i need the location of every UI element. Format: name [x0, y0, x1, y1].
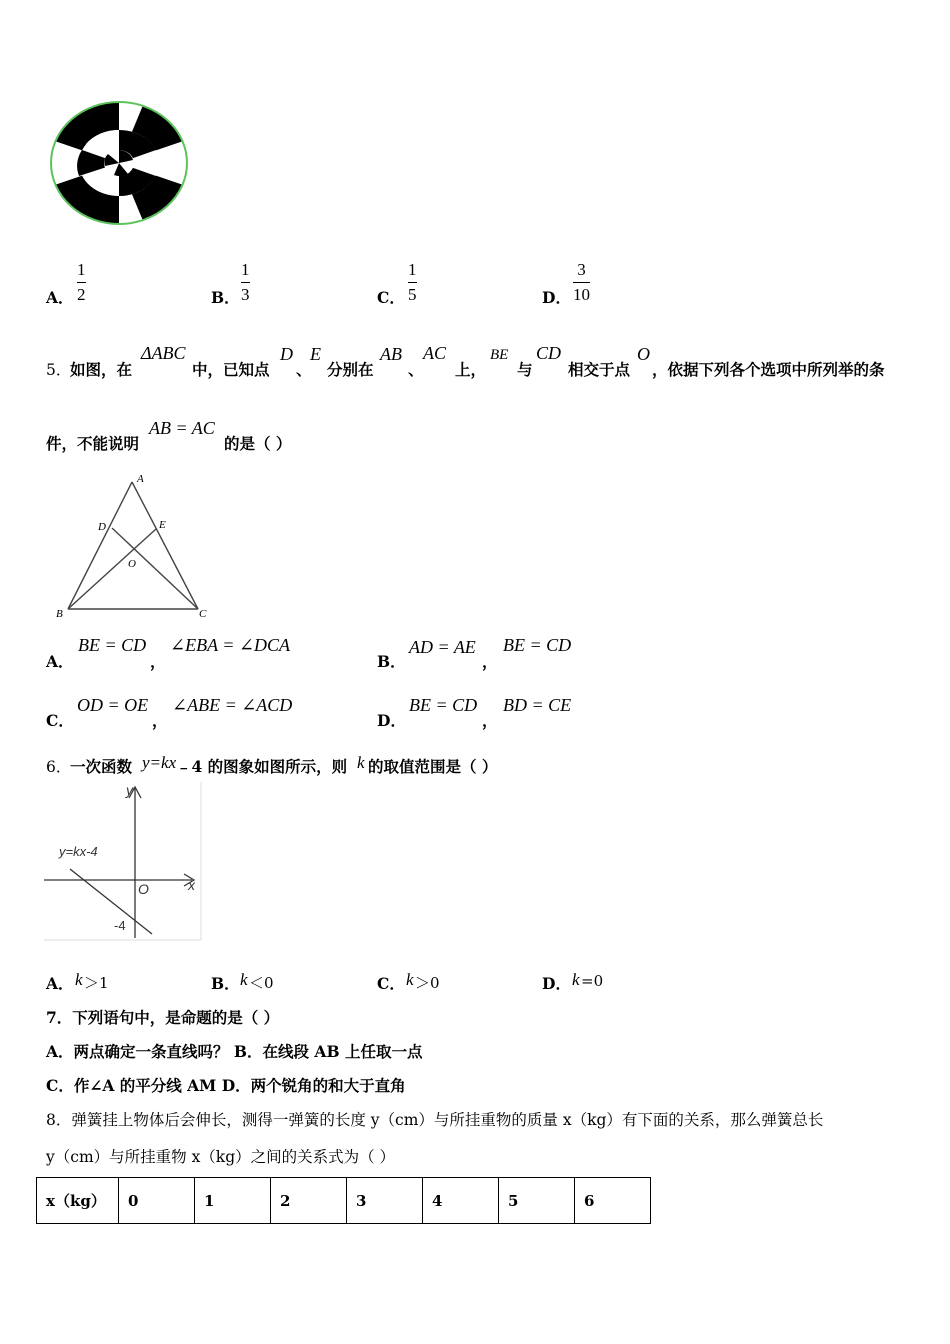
linear-function-graph [44, 782, 204, 942]
q8-stem-line-1: 8．弹簧挂上物体后会伸长，测得一弹簧的长度 y（cm）与所挂重物的质量 x（kg）有下面的关系，那么弹簧总长 [46, 1111, 824, 1129]
q5-option-a-cond2: ∠EBA = ∠DCA [170, 635, 290, 655]
y-intercept-label: -4 [114, 918, 126, 933]
table-cell: 4 [423, 1178, 499, 1224]
q5-option-c-comma: ， [152, 711, 168, 730]
y-axis-label: y [126, 782, 133, 798]
q6-math-function: y=kx [142, 753, 177, 772]
table-cell: 3 [347, 1178, 423, 1224]
table-cell: 1 [195, 1178, 271, 1224]
spring-data-table [36, 1177, 651, 1224]
q5-option-d-comma: ， [482, 711, 498, 730]
q5-math-cd: CD [536, 343, 562, 363]
q5-option-c-cond1: OD = OE [77, 695, 149, 715]
q5-math-triangle: ΔABC [141, 343, 186, 363]
q6-option-b-letter: B． [211, 974, 240, 993]
q5-text-6: 相交于点 [568, 360, 631, 379]
table-cell: 0 [119, 1178, 195, 1224]
q5-text-4: 上， [455, 360, 487, 379]
q6-option-b-relation: ＜0 [249, 974, 274, 992]
table-cell: 5 [499, 1178, 575, 1224]
q5-text-5: 与 [517, 360, 533, 379]
q4-option-d-fraction: 3 10 [573, 260, 590, 304]
q4-option-b-fraction: 1 3 [241, 260, 250, 304]
q6-option-d-k: k [572, 970, 580, 989]
q5-sep-1: 、 [296, 360, 312, 379]
q6-option-b-k: k [240, 970, 248, 989]
q5-math-ab: AB [380, 344, 402, 364]
q5-text-1: 如图，在 [70, 360, 133, 379]
vertex-a-label: A [137, 473, 144, 485]
q7-options-line-1: A．两点确定一条直线吗？ B．在线段 AB 上任取一点 [46, 1042, 423, 1061]
q4-option-a-fraction: 1 2 [77, 260, 86, 304]
q5-math-e: E [310, 344, 321, 364]
q5-option-b-cond2: BE = CD [503, 635, 572, 655]
q5-option-b-comma: ， [482, 652, 498, 671]
q6-option-a-k: k [75, 970, 83, 989]
q4-option-c-fraction: 1 5 [408, 260, 417, 304]
q6-option-c-letter: C． [377, 974, 405, 993]
q5-option-c-letter: C． [46, 711, 74, 730]
table-cell: 2 [271, 1178, 347, 1224]
triangle-figure [52, 470, 220, 622]
target-disc-figure [46, 98, 192, 228]
q7-options-line-2: C．作∠A 的平分线 AM D．两个锐角的和大于直角 [46, 1076, 406, 1095]
q4-option-c-letter: C． [377, 288, 405, 307]
q5-option-c-cond2: ∠ABE = ∠ACD [172, 695, 293, 715]
table-row [37, 1178, 651, 1224]
q6-number: 6． [46, 758, 72, 776]
q6-text-2: ﹣4 的图象如图所示，则 [176, 757, 348, 776]
q5-option-a-letter: A． [46, 652, 74, 671]
q5-math-ac: AC [423, 343, 447, 363]
q5-option-b-letter: B． [377, 652, 406, 671]
vertex-b-label: B [56, 608, 63, 620]
point-e-label: E [159, 519, 166, 531]
q5-option-d-cond1: BE = CD [409, 695, 478, 715]
origin-label: O [138, 881, 149, 897]
q5-text-9: 的是（ ） [224, 434, 292, 453]
q5-option-d-cond2: BD = CE [503, 695, 572, 715]
point-d-label: D [98, 521, 106, 533]
q5-text-7: ，依据下列各个选项中所列举的条 [652, 360, 885, 379]
q7-stem: 7．下列语句中，是命题的是（ ） [46, 1008, 280, 1027]
q6-math-k: k [357, 753, 365, 772]
q4-option-d-letter: D． [542, 288, 571, 307]
q5-math-ab-eq-ac: AB = AC [149, 418, 215, 438]
q5-math-d: D [280, 344, 293, 364]
q6-text-1: 一次函数 [70, 757, 133, 776]
q6-option-c-relation: ＞0 [415, 974, 440, 992]
line-equation-label: y=kx-4 [59, 844, 98, 859]
table-cell: 6 [575, 1178, 651, 1224]
q6-option-d-relation: =0 [581, 972, 604, 990]
q4-option-a-letter: A． [46, 288, 74, 307]
q6-option-d-letter: D． [542, 974, 571, 993]
x-axis-label: x [188, 877, 195, 893]
table-header-cell: x（kg） [37, 1178, 119, 1224]
q5-text-3: 分别在 [327, 360, 374, 379]
q5-option-d-letter: D． [377, 711, 406, 730]
point-o-label: O [128, 558, 136, 570]
q5-math-be: BE [490, 347, 509, 363]
q5-sep-2: 、 [408, 360, 424, 379]
q5-math-o: O [637, 344, 650, 364]
q6-option-a-letter: A． [46, 974, 74, 993]
q5-option-b-cond1: AD = AE [409, 637, 476, 657]
vertex-c-label: C [199, 608, 207, 620]
q5-option-a-comma: ， [150, 652, 166, 671]
q5-number: 5． [46, 361, 72, 379]
q4-option-b-letter: B． [211, 288, 240, 307]
q6-option-a-relation: ＞1 [84, 974, 109, 992]
q6-option-c-k: k [406, 970, 414, 989]
q5-text-2: 中，已知点 [192, 360, 270, 379]
q8-stem-line-2: y（cm）与所挂重物 x（kg）之间的关系式为（ ） [46, 1148, 396, 1166]
q5-text-8: 件，不能说明 [46, 434, 140, 453]
q5-option-a-cond1: BE = CD [78, 635, 147, 655]
q6-text-3: 的取值范围是（ ） [368, 757, 498, 776]
